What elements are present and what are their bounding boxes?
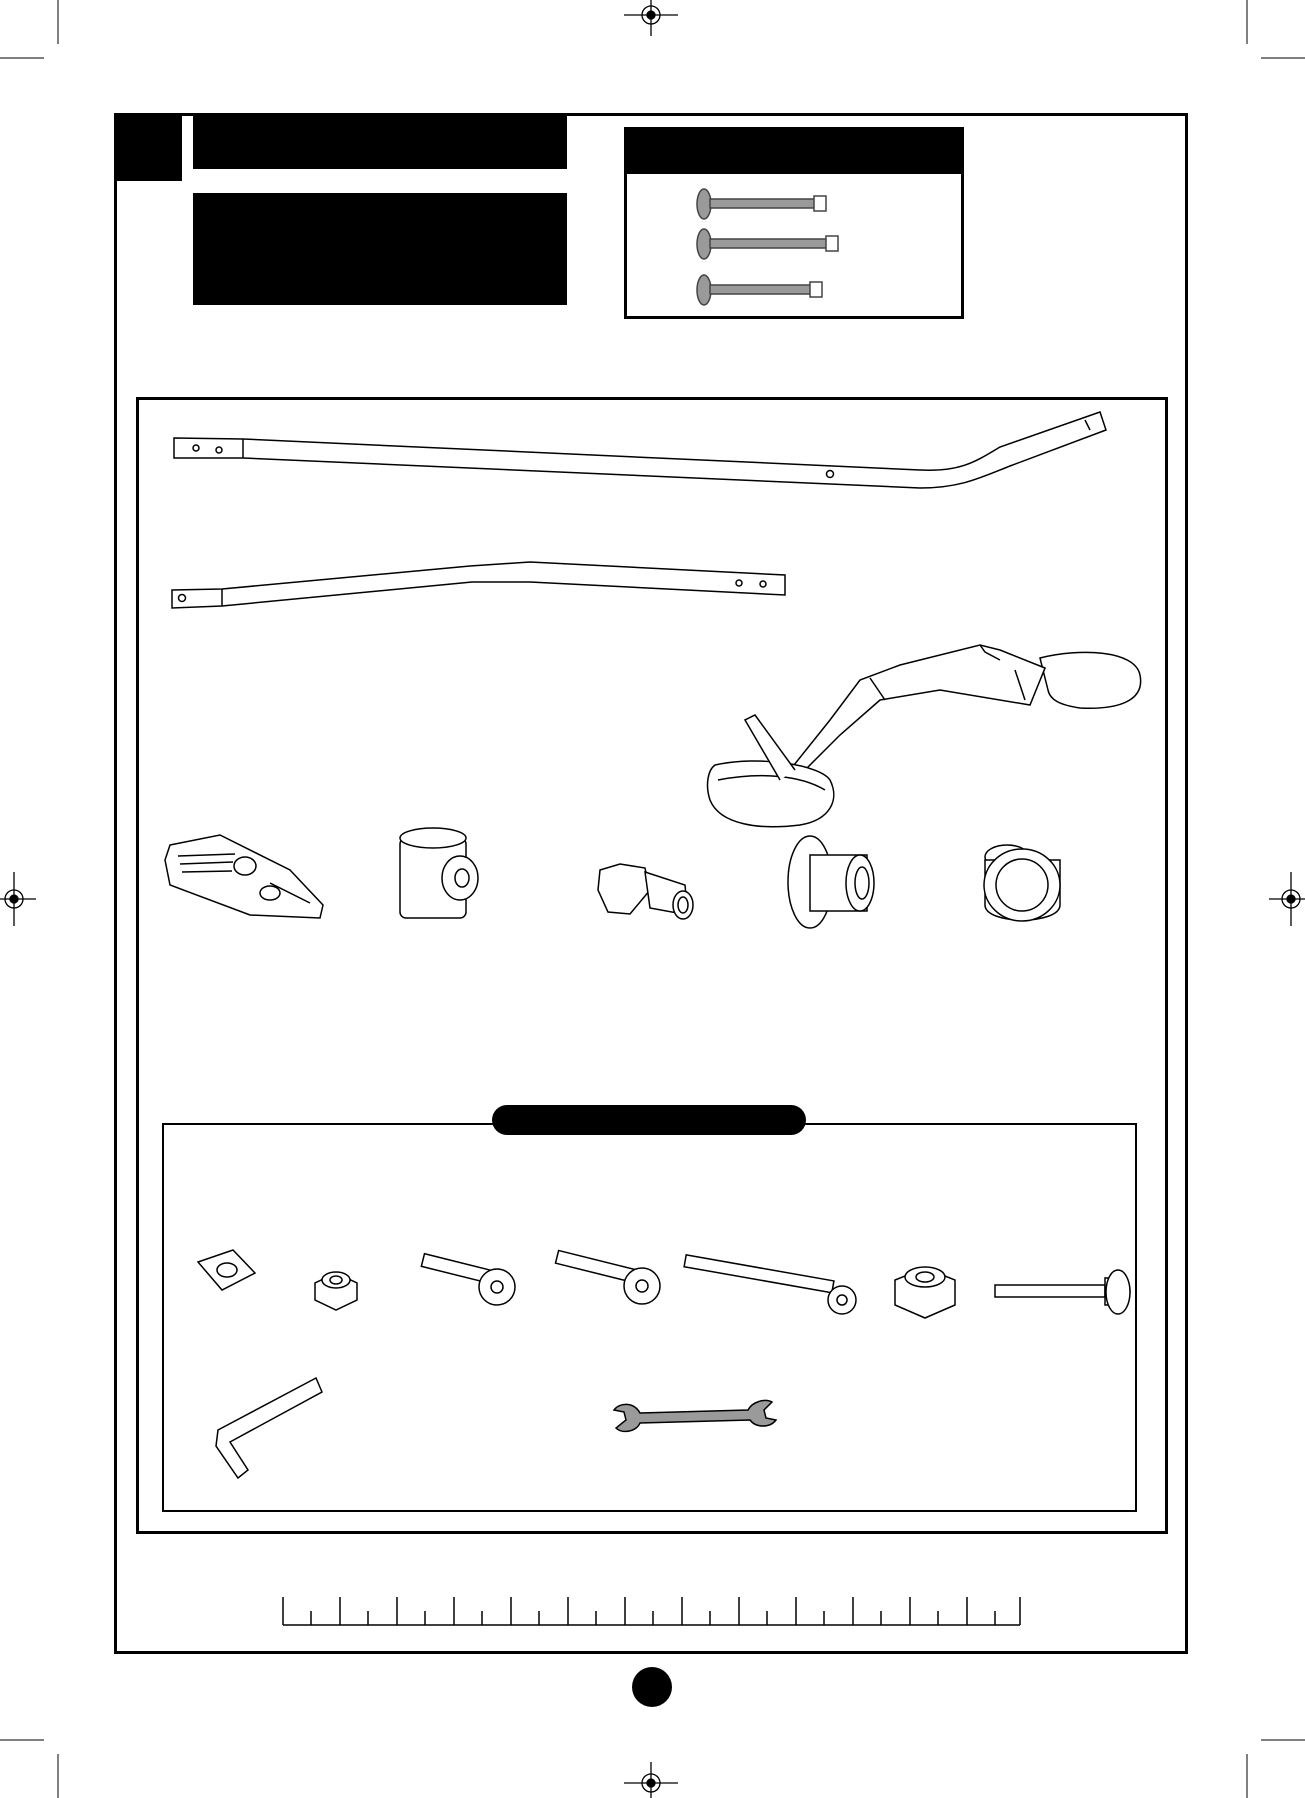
- registration-mark-bottom: [624, 1762, 678, 1798]
- hardware-pack-title: [627, 130, 961, 174]
- hardware-section-box: [162, 1123, 1137, 1512]
- step-number: [114, 113, 182, 181]
- hardware-section-title: [492, 1105, 806, 1135]
- page-title: [193, 116, 567, 169]
- page-number: [632, 1667, 672, 1707]
- registration-mark-top: [624, 0, 678, 36]
- registration-mark-left: [0, 872, 36, 926]
- page-subtitle: [193, 193, 567, 305]
- registration-mark-right: [1269, 872, 1305, 926]
- hardware-pack-box: [624, 127, 964, 319]
